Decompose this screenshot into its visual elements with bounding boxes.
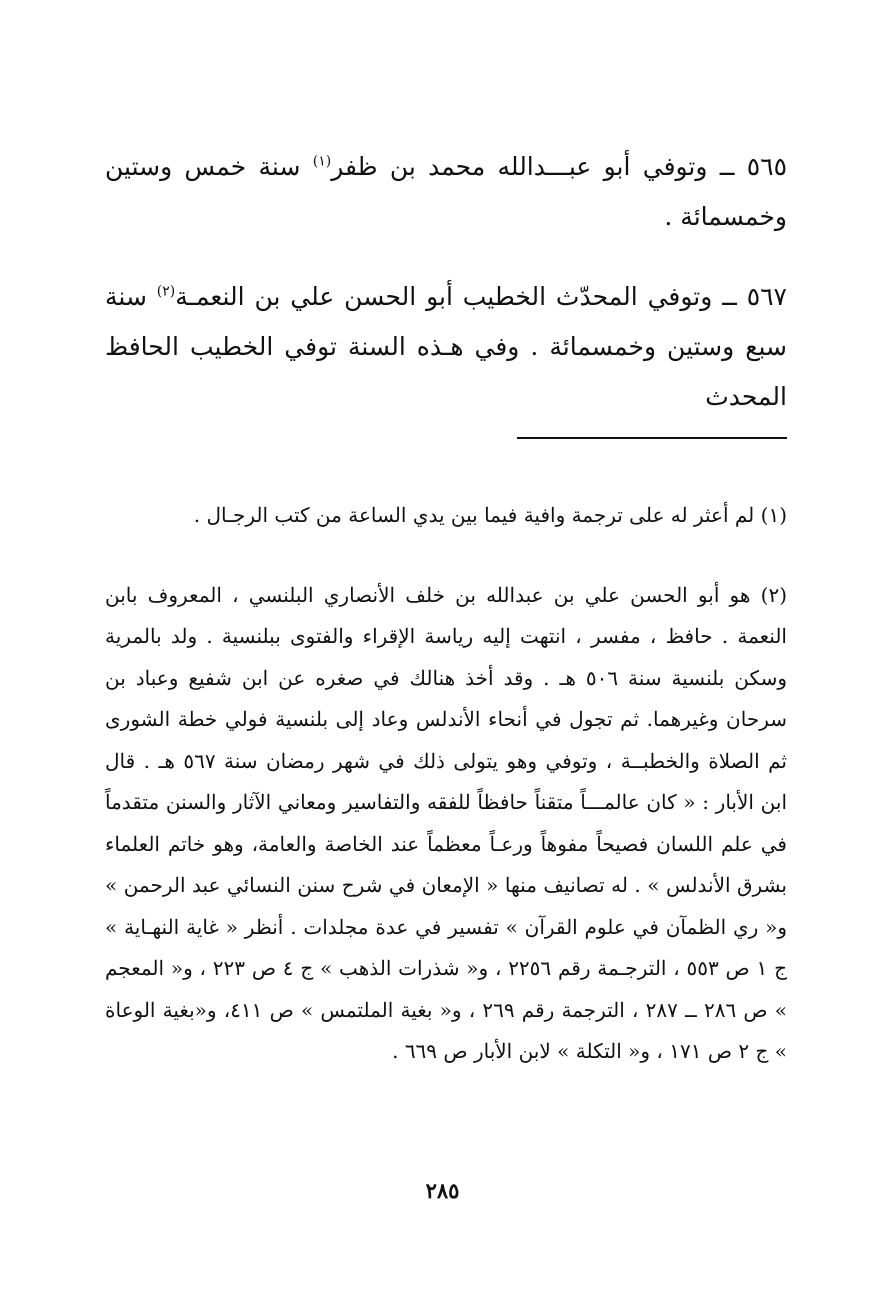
entry-565-text-continued: سنة خمس وستين وخمسمائة . bbox=[105, 152, 787, 231]
entry-567-paragraph bbox=[105, 272, 787, 422]
footnote-1: (١) لم أعثر له على ترجمة وافية فيما بين يدي الساعة من كتب الرجـال . bbox=[193, 503, 787, 527]
footnotes-section bbox=[105, 495, 787, 1073]
page-number: ٢٨٥ bbox=[425, 1178, 460, 1203]
footnote-2: (٢) هو أبو الحسن علي بن عبدالله بن خلف الأنصاري البلنسي ، المعروف بابن النعمة . حافظ ، مفسر ، انتهت إليه رياسة الإقراء والفتوى ببلنسية . ولد بالمرية وسكن بلنسية سنة ٥٠٦ هـ . وقد أخذ هنالك في صغره عن ابن شفيع وعباد بن سرحان وغيرهما. ثم تجول في أنحاء الأندلس وعاد إلى بلنسية فولي خطة الشورى ثم الصلاة والخطبــة ، وتوفي وهو يتولى ذلك في شهر رمضان سنة ٥٦٧ هـ . قال ابن الأبار : « كان عالمـــاً متقناً حافظاً للفقه والتفاسير ومعاني الآثار والسنن متقدماً في علم اللسان فصيحاً مفوهاً ورعـاً معظماً عند الخاصة والعامة، وهو خاتم العلماء بشرق الأندلس » . له تصانيف منها « الإمعان في شرح سنن النسائي عبد الرحمن » و« ري الظمآن في علوم القرآن » تفسير في عدة مجلدات . أنظر « غاية النهـاية » ج ١ ص ٥٥٣ ، الترجـمة رقم ٢٢٥٦ ، و« شذرات الذهب » ج ٤ ص ٢٢٣ ، و« المعجم » ص ٢٨٦ ــ ٢٨٧ ، الترجمة رقم ٢٦٩ ، و« بغية الملتمس » ص ٤١١، و«بغية الوعاة » ج ٢ ص ١٧١ ، و« التكلة » لابن الأبار ص ٦٦٩ . bbox=[105, 582, 787, 1063]
entry-565-text: ٥٦٥ ــ وتوفي أبو عبـــدالله محمد بن ظفر bbox=[331, 152, 788, 181]
footnote-ref-2: (٢) bbox=[156, 283, 176, 300]
entry-567-text: ٥٦٧ ــ وتوفي المحدّث الخطيب أبو الحسن علي بن النعمـة bbox=[175, 282, 787, 311]
entry-565-paragraph bbox=[105, 142, 787, 242]
footnote-ref-1: (١) bbox=[312, 153, 332, 170]
main-text bbox=[105, 142, 787, 422]
entry-567-text-continued: سنة سبع وستين وخمسمائة . وفي هـذه السنة توفي الخطيب الحافظ المحدث bbox=[105, 282, 787, 411]
footnote-divider bbox=[517, 437, 787, 439]
